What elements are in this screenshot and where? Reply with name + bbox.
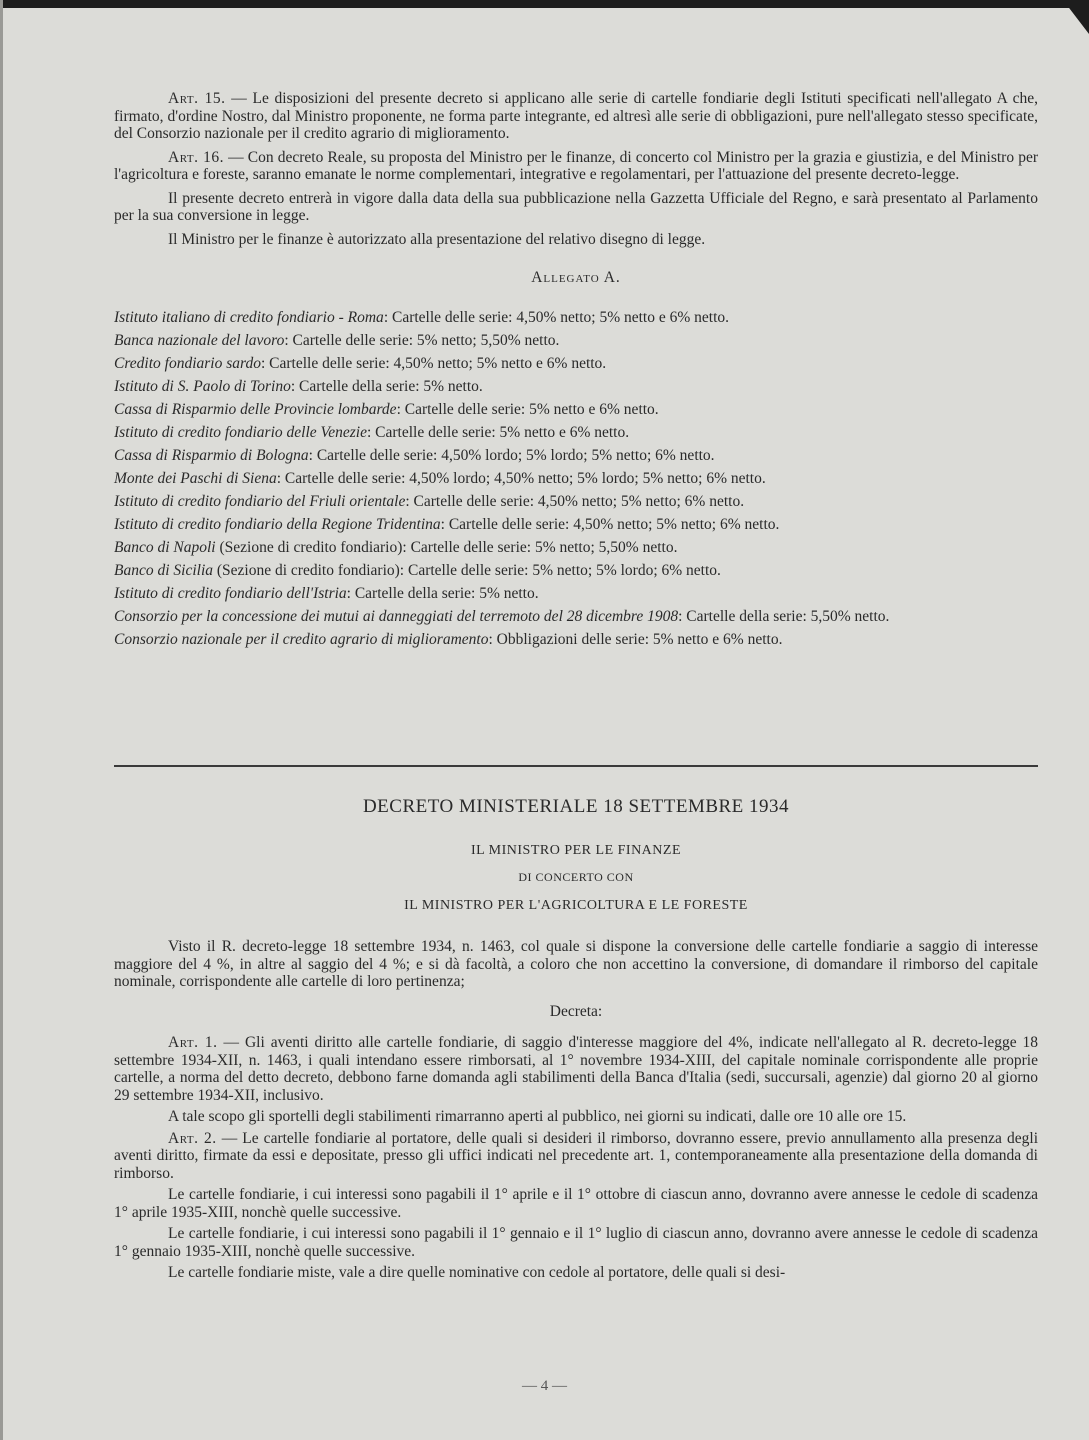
article-16 <box>114 149 1038 184</box>
institute-name: Cassa di Risparmio di Bologna <box>114 446 309 464</box>
list-item <box>114 470 1038 487</box>
institute-name: Istituto di S. Paolo di Torino <box>114 377 291 395</box>
institute-name: Consorzio nazionale per il credito agrario di miglioramento <box>114 630 489 648</box>
list-item <box>114 401 1038 418</box>
decree-articles-section <box>114 90 1038 654</box>
institute-series: : Cartelle delle serie: 5% netto e 6% netto. <box>396 400 659 418</box>
institute-series: : Cartelle delle serie: 4,50% netto; 5% netto e 6% netto. <box>383 308 730 326</box>
institute-name: Consorzio per la concessione dei mutui ai danneggiati del terremoto del 28 dicembre 1908 <box>114 607 679 625</box>
scan-left-edge <box>0 0 3 1440</box>
institute-series: (Sezione di credito fondiario): Cartelle delle serie: 5% netto; 5,50% netto. <box>215 538 678 556</box>
entry-into-force-paragraph: Il presente decreto entrerà in vigore dalla data della sua pubblicazione nella Gazzetta Ufficiale del Regno, e sarà presentato al Parlamento per la sua conversione in legge. <box>114 189 1038 224</box>
institute-name: Istituto di credito fondiario dell'Istria <box>114 584 347 602</box>
institute-series: : Cartelle delle serie: 5% netto e 6% netto. <box>366 423 630 441</box>
decreta-heading: Decreta: <box>549 1002 603 1020</box>
institute-series: : Cartelle della serie: 5,50% netto. <box>678 607 890 625</box>
institute-series: : Cartelle delle serie: 5% netto; 5,50% netto. <box>284 331 560 349</box>
decree-title: DECRETO MINISTERIALE 18 SETTEMBRE 1934 <box>362 796 790 817</box>
authorization-paragraph: Il Ministro per le finanze è autorizzato alla presentazione del relativo disegno di legge. <box>168 230 706 248</box>
list-item <box>114 355 1038 372</box>
list-item <box>114 424 1038 441</box>
list-item <box>114 539 1038 556</box>
list-item <box>114 309 1038 326</box>
list-item <box>114 562 1038 579</box>
scan-corner-shadow <box>1063 0 1089 34</box>
hours-paragraph: A tale scopo gli sportelli degli stabilimenti rimarranno aperti al pubblico, nei giorni su indicati, dalle ore 10 alle ore 15. <box>168 1108 907 1125</box>
institute-series: : Cartelle della serie: 5% netto. <box>290 377 483 395</box>
institute-series: : Cartelle delle serie: 4,50% netto; 5% netto; 6% netto. <box>405 492 745 510</box>
institute-series: : Cartelle delle serie: 4,50% lordo; 5% lordo; 5% netto; 6% netto. <box>308 446 715 464</box>
list-item <box>114 585 1038 602</box>
list-item <box>114 378 1038 395</box>
article-1-text: — Gli aventi diritto alle cartelle fondiarie, di saggio d'interesse maggiore del 4%, indicate nell'allegato al R. decreto-legge 18 settembre 1934-XII, n. 1463, i quali intendano essere rimborsati, al 1° novembre 1934-XIII, del capitale nominale corrispondente alle proprie cartelle, a norma del detto decreto, debbono farne domanda agli stabilimenti della Banca d'Italia (sedi, succursali, agenzie) dal giorno 20 al giorno 29 settembre 1934-XII, inclusivo. <box>114 1034 1039 1104</box>
institute-name: Banco di Sicilia <box>114 561 214 579</box>
allegato-list <box>114 309 1038 648</box>
mixed-bonds-paragraph: Le cartelle fondiarie miste, vale a dire quelle nominative con cedole al portatore, delle quali si desi- <box>168 1264 786 1281</box>
article-15-heading: Art. 15. <box>168 90 226 107</box>
article-1-heading: Art. 1. <box>168 1034 218 1051</box>
article-16-text: — Con decreto Reale, su proposta del Ministro per le finanze, di concerto col Ministro per la grazia e giustizia, e del Ministro per l'agricoltura e foreste, saranno emanate le norme complementari, integrative e regolamentari, per l'attuazione del presente decreto-legge. <box>114 148 1038 183</box>
institute-name: Istituto di credito fondiario della Regione Tridentina <box>114 515 441 533</box>
list-item <box>114 516 1038 533</box>
allegato-title: Allegato A. <box>531 269 621 286</box>
institute-name: Cassa di Risparmio delle Provincie lombarde <box>114 400 397 418</box>
list-item <box>114 493 1038 510</box>
institute-name: Credito fondiario sardo <box>114 354 261 372</box>
list-item <box>114 447 1038 464</box>
article-15 <box>114 90 1038 143</box>
article-16-heading: Art. 16. <box>168 148 224 166</box>
institute-series: : Obbligazioni delle serie: 5% netto e 6% netto. <box>488 630 783 648</box>
article-1 <box>114 1034 1038 1104</box>
article-2 <box>114 1130 1038 1183</box>
list-item <box>114 608 1038 625</box>
visto-paragraph: Visto il R. decreto-legge 18 settembre 1934, n. 1463, col quale si dispone la conversione delle cartelle fondiarie a saggio di interesse maggiore del 4 %, in altre al saggio del 4 %; e si dà facoltà, a coloro che non accettino la conversione, di domandare il rimborso del capitale nominale, corrispondente alle cartelle di loro pertinenza; <box>114 938 1038 990</box>
minister-heading: IL MINISTRO PER LE FINANZE <box>470 842 682 858</box>
page-number: — 4 — <box>522 1378 567 1394</box>
institute-name: Monte dei Paschi di Siena <box>114 469 277 487</box>
article-15-text: — Le disposizioni del presente decreto si applicano alle serie di cartelle fondiarie degli Istituti specificati nell'allegato A che, firmato, d'ordine Nostro, dal Ministro proponente, ne forma parte integrante, ed altresì alle serie di obbligazioni, pure nell'allegato stesso specificate, del Consorzio nazionale per il credito agrario di miglioramento. <box>114 90 1039 142</box>
section-divider <box>114 765 1038 767</box>
list-item <box>114 332 1038 349</box>
institute-series: : Cartelle delle serie: 4,50% netto; 5% netto e 6% netto. <box>260 354 607 372</box>
institute-series: (Sezione di credito fondiario): Cartelle delle serie: 5% netto; 5% lordo; 6% netto. <box>213 561 721 579</box>
agriculture-minister-heading: IL MINISTRO PER L'AGRICOLTURA E LE FORESTE <box>404 897 748 913</box>
institute-name: Istituto italiano di credito fondiario - Roma <box>114 308 384 326</box>
institute-name: Banco di Napoli <box>114 538 216 556</box>
january-coupons-paragraph: Le cartelle fondiarie, i cui interessi sono pagabili il 1° gennaio e il 1° luglio di ciascun anno, dovranno avere annesse le cedole di scadenza 1° gennaio 1935-XIII, nonchè quelle successive. <box>114 1225 1038 1260</box>
institute-series: : Cartelle delle serie: 4,50% lordo; 4,50% netto; 5% lordo; 5% netto; 6% netto. <box>276 469 766 487</box>
institute-series: : Cartelle delle serie: 4,50% netto; 5% netto; 6% netto. <box>440 515 780 533</box>
decree-articles <box>114 1034 1038 1282</box>
institute-name: Banca nazionale del lavoro <box>114 331 285 349</box>
institute-name: Istituto di credito fondiario del Friuli orientale <box>114 492 406 510</box>
concert-heading: DI CONCERTO CON <box>518 870 634 884</box>
scan-top-border <box>0 0 1089 8</box>
institute-name: Istituto di credito fondiario delle Venezie <box>114 423 367 441</box>
article-2-text: — Le cartelle fondiarie al portatore, delle quali si desideri il rimborso, dovranno essere, previo annullamento alla presenza degli aventi diritto, firmate da essi e depositate, presso gli uffici indicati nel precedente art. 1, contemporaneamente alla presentazione della domanda di rimborso. <box>114 1129 1038 1182</box>
ministerial-decree-section <box>114 798 1038 1286</box>
institute-series: : Cartelle della serie: 5% netto. <box>346 584 539 602</box>
april-coupons-paragraph: Le cartelle fondiarie, i cui interessi sono pagabili il 1° aprile e il 1° ottobre di ciascun anno, dovranno avere annesse le cedole di scadenza 1° aprile 1935-XIII, nonchè quelle successive. <box>114 1186 1038 1221</box>
article-2-heading: Art. 2. <box>168 1129 217 1147</box>
list-item <box>114 631 1038 648</box>
